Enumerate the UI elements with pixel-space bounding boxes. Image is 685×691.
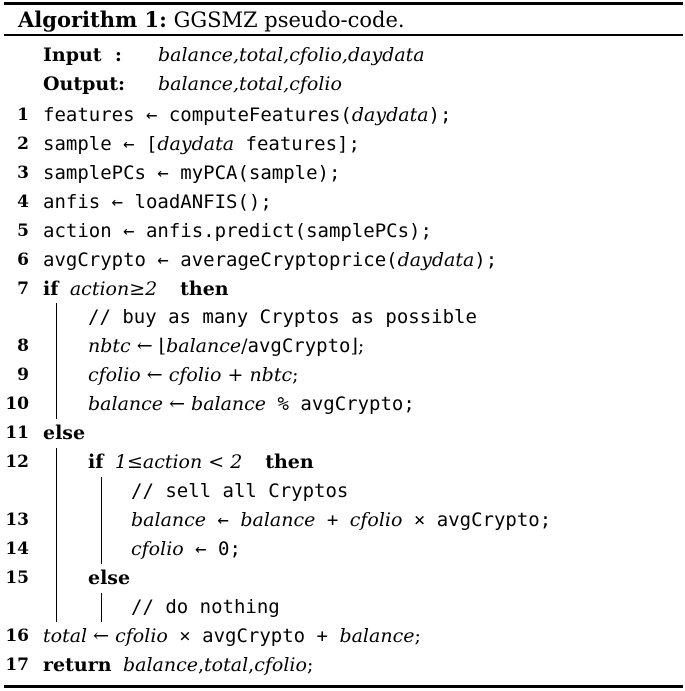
caption-label: Algorithm 1: — [18, 7, 167, 32]
line-number: 1 — [17, 105, 29, 125]
line-number: 8 — [17, 336, 29, 356]
bottom-rule — [4, 685, 683, 688]
line-number: 14 — [5, 539, 29, 559]
else-block-bar — [56, 448, 57, 622]
input-value: balance,total,cfolio,daydata — [158, 44, 425, 66]
caption-title: GGSMZ pseudo-code. — [173, 8, 405, 32]
line-number: 17 — [5, 655, 29, 675]
inner-if-block-bar — [101, 477, 102, 564]
line-number: 7 — [17, 279, 29, 299]
line-number: 15 — [5, 568, 29, 588]
input-keyword: Input : — [43, 44, 122, 66]
line-number: 12 — [5, 452, 29, 472]
line-number: 3 — [17, 163, 29, 183]
output-value: balance,total,cfolio — [158, 73, 342, 95]
line-number: 6 — [17, 250, 29, 270]
caption-rule — [4, 34, 683, 36]
line-number: 5 — [17, 221, 29, 241]
algorithm-caption — [18, 5, 405, 34]
inner-else-block-bar — [101, 593, 102, 622]
algorithm-block: Algorithm 1: GGSMZ pseudo-code. Input : balance,total,cfolio,daydata Output: balance,total,cfolio 1 features ← computeFeatures(daydata); 2 sample ← [daydata features]; 3 samplePCs ← myPCA(sample); 4 anfis ← loadANFIS(); 5 action ← anfis.predict(samplePCs); 6 avgCrypto ← averageCryptoprice(daydata); 7 if action≥2 then // buy as many Cryptos as possible 8 nbtc ← ⌊balance/avgCrypto⌋; 9 cfolio ← cfolio + nbtc; 10 balance ← balance % avgCrypto; 11 else 12 if 1≤action < 2 then // sell all Cryptos 13 balance ← balance + cfolio × avgCrypto; 14 cfolio ← 0; 15 else // do nothing 16 total ← cfolio × avgCrypto + balance; 17 return balance,total,cfolio; — [0, 0, 685, 691]
line-number: 9 — [17, 365, 29, 385]
line-number: 13 — [5, 510, 29, 530]
line-number: 2 — [17, 134, 29, 154]
line-number: 11 — [5, 423, 29, 443]
line-number: 16 — [5, 626, 29, 646]
line-number: 4 — [17, 192, 29, 212]
line-number: 10 — [5, 394, 29, 414]
if-block-bar — [56, 303, 57, 419]
output-keyword: Output: — [43, 73, 126, 95]
